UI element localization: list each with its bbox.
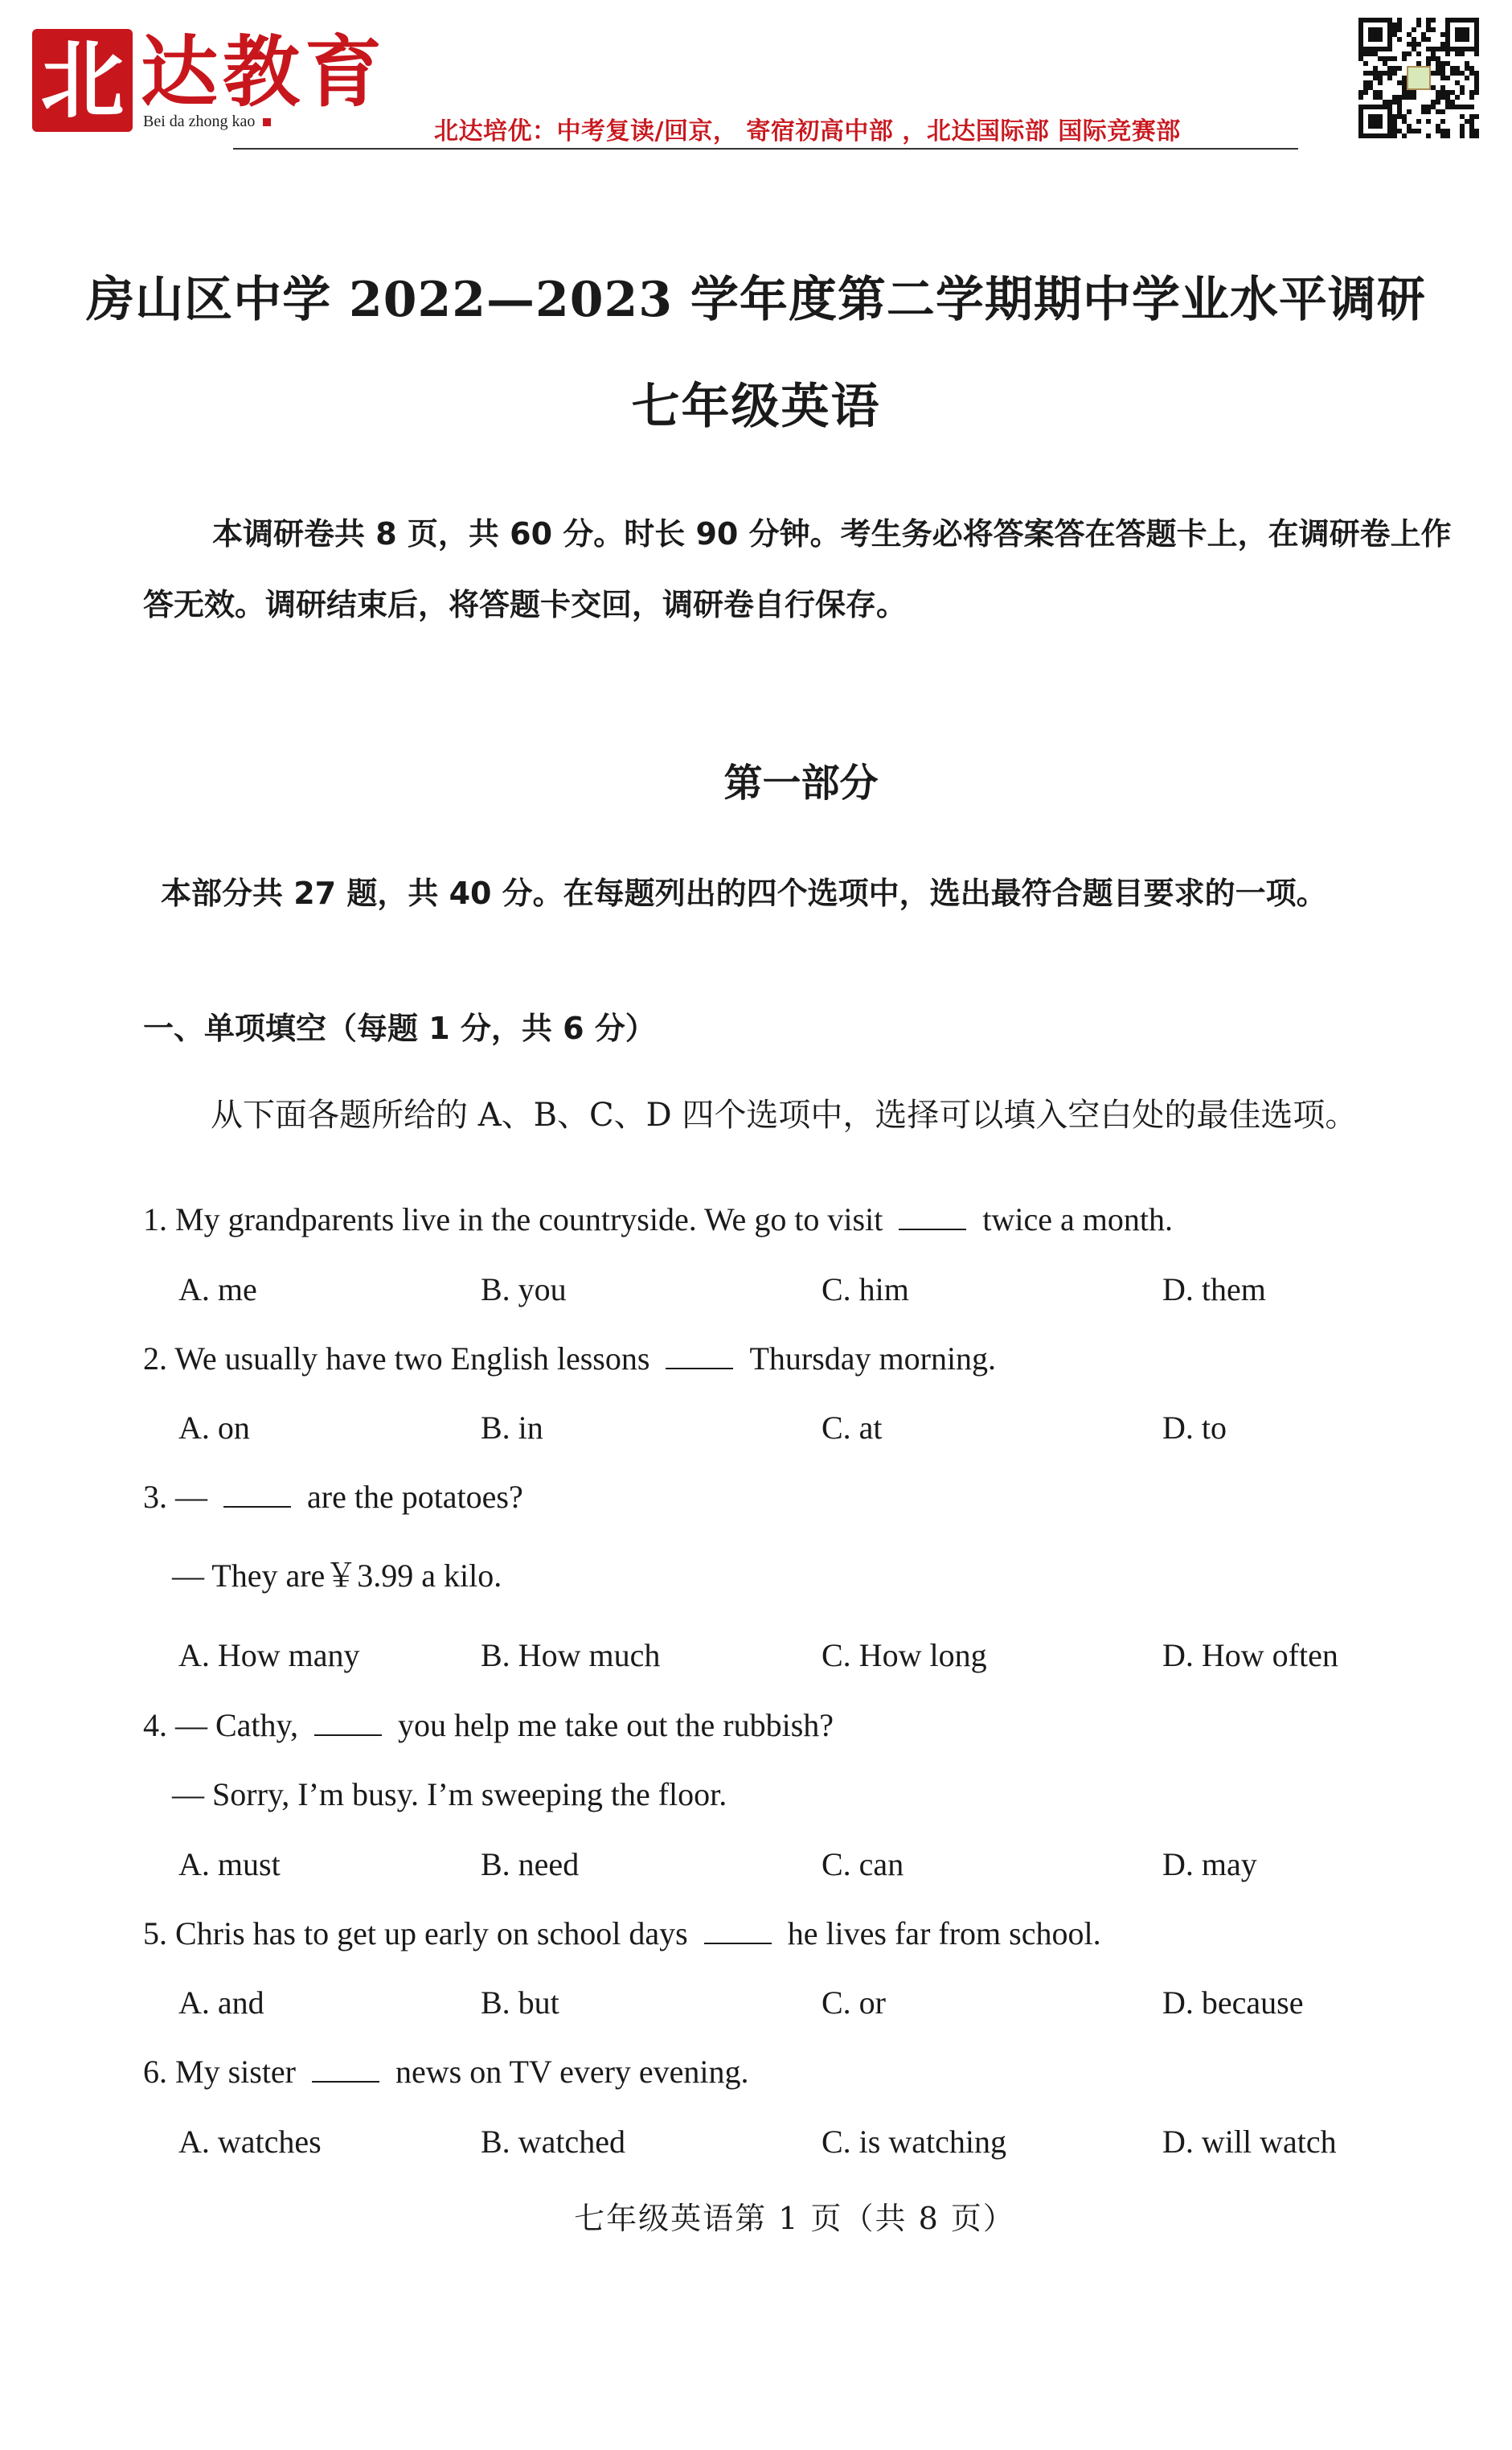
option-b: B. need — [481, 1846, 580, 1882]
dialogue-response: — Sorry, I’m busy. I’m sweeping the floor. — [172, 1776, 727, 1812]
page-footer: 七年级英语第 1 页（共 8 页） — [574, 2201, 1015, 2236]
option-c: C. at — [822, 1410, 883, 1446]
option-c: C. him — [822, 1271, 909, 1307]
exam-title: 房山区中学 2022—2023 学年度第二学期期中学业水平调研 — [86, 272, 1426, 328]
logo-name: 达教育 — [141, 27, 387, 117]
option-b: B. in — [481, 1410, 543, 1446]
question-text: news on TV every evening. — [395, 2054, 749, 2090]
question-stem — [143, 1200, 1173, 1238]
dialogue-response: — They are￥3.99 a kilo. — [172, 1557, 502, 1594]
question-text: twice a month. — [982, 1201, 1173, 1237]
option-a: A. must — [178, 1846, 281, 1882]
question-text: you help me take out the rubbish? — [397, 1707, 834, 1743]
answer-blank — [666, 1368, 733, 1369]
exam-intro: 本调研卷共 8 页，共 60 分。时长 90 分钟。考生务必将答案答在答题卡上，在调研卷上作答无效。调研结束后，将答题卡交回，调研卷自行保存。 — [143, 516, 1452, 622]
logo-pinyin-text: Bei da zhong kao — [143, 113, 256, 130]
question-stem — [143, 1706, 834, 1744]
question-stem — [143, 1478, 523, 1516]
question-stem — [143, 1914, 1101, 1952]
option-b: B. but — [481, 1984, 559, 2021]
question-stem — [143, 2053, 749, 2091]
option-c: C. or — [822, 1984, 886, 2021]
option-d: D. because — [1162, 1984, 1304, 2021]
question-text: are the potatoes? — [307, 1479, 523, 1515]
option-b: B. How much — [481, 1637, 661, 1673]
question-text: Thursday morning. — [749, 1340, 997, 1377]
exam-subject: 七年级英语 — [631, 379, 881, 435]
option-a: A. me — [178, 1271, 257, 1307]
option-b: B. watched — [481, 2124, 625, 2160]
header-divider — [233, 148, 1298, 150]
answer-blank — [312, 2081, 379, 2083]
question-text: 1. My grandparents live in the countryside. We go to visit — [143, 1201, 883, 1237]
option-c: C. is watching — [822, 2124, 1006, 2160]
option-b: B. you — [481, 1271, 567, 1307]
question-text: 6. My sister — [143, 2054, 296, 2090]
part-title: 第一部分 — [723, 761, 879, 806]
option-c: C. How long — [822, 1637, 987, 1673]
option-c: C. can — [822, 1846, 904, 1882]
option-d: D. How often — [1162, 1637, 1338, 1673]
logo-mark — [32, 29, 133, 132]
option-d: D. will watch — [1162, 2124, 1337, 2160]
answer-blank — [223, 1506, 291, 1508]
question-text: 2. We usually have two English lessons — [143, 1340, 650, 1377]
option-a: A. watches — [178, 2124, 322, 2160]
section-instruction: 从下面各题所给的 A、B、C、D 四个选项中，选择可以填入空白处的最佳选项。 — [211, 1097, 1358, 1134]
qr-code-icon — [1358, 18, 1479, 138]
question-text: he lives far from school. — [787, 1915, 1101, 1951]
header-tagline: 北达培优：中考复读/回京， 寄宿初高中部 ，北达国际部 国际竞赛部 — [434, 117, 1181, 146]
part-description: 本部分共 27 题，共 40 分。在每题列出的四个选项中，选出最符合题目要求的一项。 — [161, 876, 1327, 911]
question-stem — [143, 1340, 996, 1377]
qr-code-graphic — [1358, 18, 1479, 138]
option-d: D. may — [1162, 1846, 1257, 1882]
option-a: A. on — [178, 1410, 250, 1446]
option-d: D. to — [1162, 1410, 1227, 1446]
logo-dot — [263, 118, 271, 126]
logo-char: 北 — [40, 31, 125, 129]
answer-blank — [314, 1734, 382, 1736]
question-text: 4. — Cathy, — [143, 1707, 298, 1743]
question-text: 3. — — [143, 1479, 207, 1515]
logo-pinyin — [143, 113, 271, 131]
question-text: 5. Chris has to get up early on school days — [143, 1915, 688, 1951]
option-a: A. How many — [178, 1637, 360, 1673]
section-title: 一、单项填空（每题 1 分，共 6 分） — [143, 1011, 656, 1046]
option-a: A. and — [178, 1984, 264, 2021]
option-d: D. them — [1162, 1271, 1266, 1307]
answer-blank — [899, 1229, 966, 1230]
answer-blank — [704, 1943, 772, 1944]
